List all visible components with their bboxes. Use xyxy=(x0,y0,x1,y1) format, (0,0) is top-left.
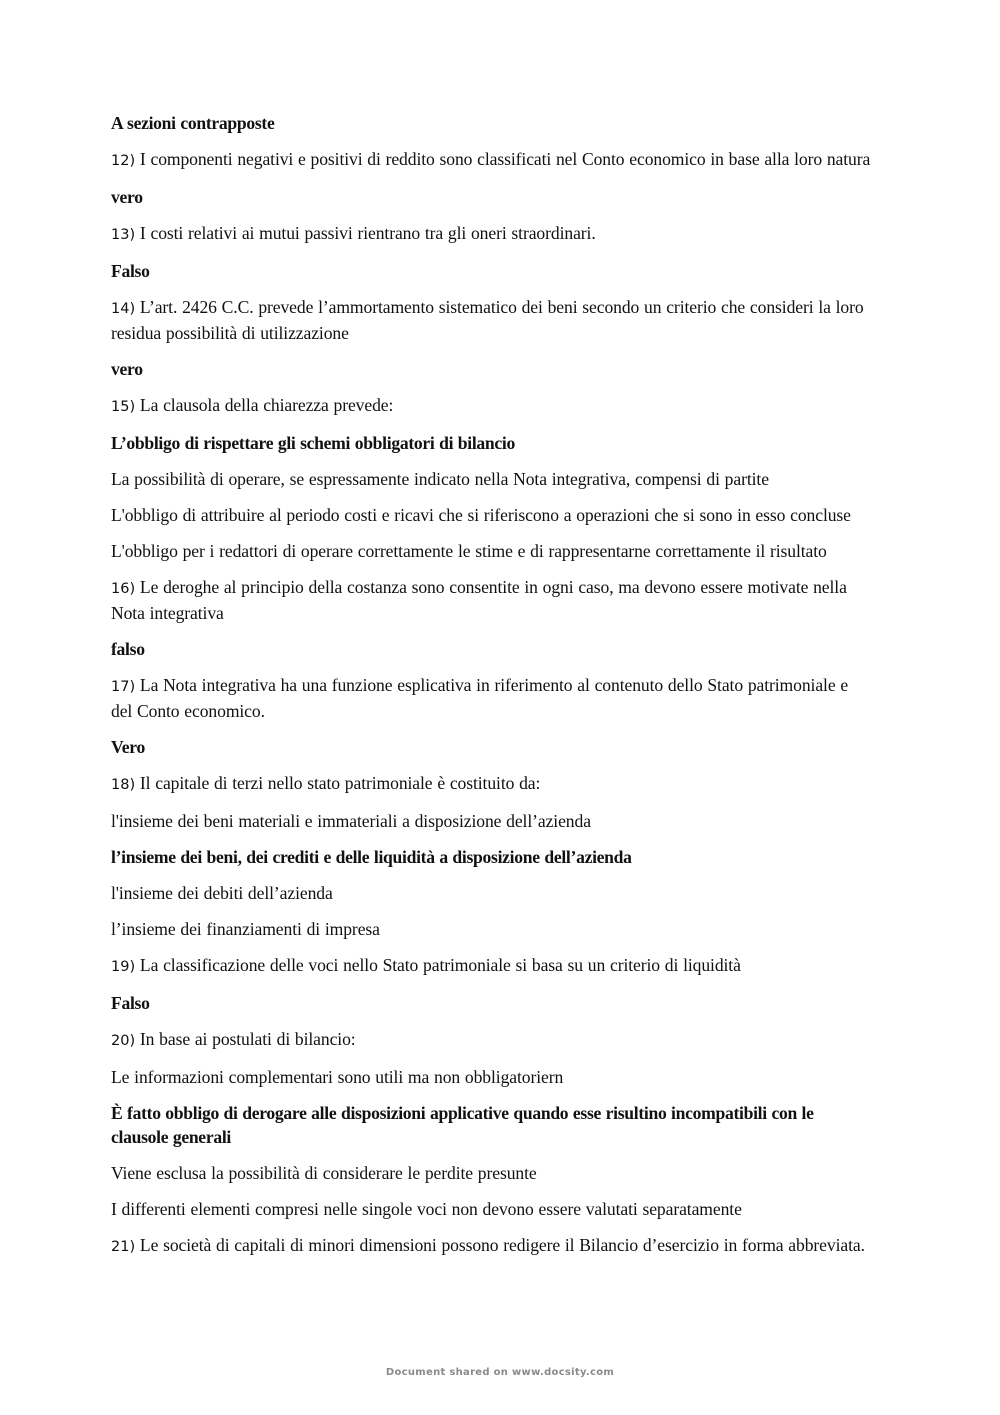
question-number: 16) xyxy=(111,581,136,597)
line-text: vero xyxy=(111,359,143,379)
answer-line xyxy=(111,1101,871,1149)
answer-line xyxy=(111,431,871,455)
question-line xyxy=(111,953,871,979)
line-text: L’obbligo di rispettare gli schemi obbligatori di bilancio xyxy=(111,433,515,453)
option-line xyxy=(111,1065,871,1089)
question-number: 13) xyxy=(111,227,136,243)
line-text: La clausola della chiarezza prevede: xyxy=(139,395,394,415)
line-text: l'insieme dei debiti dell’azienda xyxy=(111,883,333,903)
answer-line xyxy=(111,637,871,661)
answer-line xyxy=(111,357,871,381)
question-number: 21) xyxy=(111,1239,136,1255)
question-line xyxy=(111,393,871,419)
line-text: Le deroghe al principio della costanza sono consentite in ogni caso, ma devono essere motivate nella Nota integrativa xyxy=(111,577,847,623)
option-line xyxy=(111,809,871,833)
footer-watermark: Document shared on www.docsity.com xyxy=(385,1367,615,1378)
question-line xyxy=(111,771,871,797)
option-line xyxy=(111,1161,871,1185)
question-number: 14) xyxy=(111,301,136,317)
line-text: I costi relativi ai mutui passivi rientrano tra gli oneri straordinari. xyxy=(139,223,596,243)
option-line xyxy=(111,917,871,941)
line-text: È fatto obbligo di derogare alle disposizioni applicative quando esse risultino incompatibili con le clausole generali xyxy=(111,1103,814,1147)
question-number: 15) xyxy=(111,399,136,415)
line-text: A sezioni contrapposte xyxy=(111,113,275,133)
line-text: La classificazione delle voci nello Stato patrimoniale si basa su un criterio di liquidità xyxy=(139,955,741,975)
question-number: 18) xyxy=(111,777,136,793)
line-text: Il capitale di terzi nello stato patrimoniale è costituito da: xyxy=(139,773,541,793)
line-text: l’insieme dei beni, dei crediti e delle liquidità a disposizione dell’azienda xyxy=(111,847,632,867)
answer-line xyxy=(111,991,871,1015)
line-text: Le informazioni complementari sono utili ma non obbligatoriern xyxy=(111,1067,564,1087)
answer-line xyxy=(111,845,871,869)
line-text: falso xyxy=(111,639,145,659)
line-text: La Nota integrativa ha una funzione esplicativa in riferimento al contenuto dello Stato patrimoniale e del Conto economico. xyxy=(111,675,849,721)
document-body xyxy=(111,111,871,1271)
option-line xyxy=(111,881,871,905)
line-text: L'obbligo per i redattori di operare correttamente le stime e di rappresentarne correttamente il risultato xyxy=(111,541,827,561)
option-line xyxy=(111,467,871,491)
question-line xyxy=(111,295,871,345)
line-text: Le società di capitali di minori dimensioni possono redigere il Bilancio d’esercizio in forma abbreviata. xyxy=(139,1235,865,1255)
question-line xyxy=(111,673,871,723)
line-text: L’art. 2426 C.C. prevede l’ammortamento sistematico dei beni secondo un criterio che consideri la loro residua possibilità di utilizzazione xyxy=(111,297,864,343)
line-text: vero xyxy=(111,187,143,207)
question-line xyxy=(111,575,871,625)
option-line xyxy=(111,503,871,527)
option-line xyxy=(111,539,871,563)
question-number: 17) xyxy=(111,679,136,695)
question-line xyxy=(111,147,871,173)
line-text: l'insieme dei beni materiali e immateriali a disposizione dell’azienda xyxy=(111,811,591,831)
line-text: Viene esclusa la possibilità di considerare le perdite presunte xyxy=(111,1163,537,1183)
answer-line xyxy=(111,111,871,135)
line-text: Vero xyxy=(111,737,145,757)
question-number: 12) xyxy=(111,153,136,169)
question-line xyxy=(111,1233,871,1259)
question-number: 20) xyxy=(111,1033,136,1049)
question-line xyxy=(111,1027,871,1053)
line-text: l’insieme dei finanziamenti di impresa xyxy=(111,919,380,939)
line-text: Falso xyxy=(111,261,150,281)
line-text: I differenti elementi compresi nelle singole voci non devono essere valutati separatamente xyxy=(111,1199,742,1219)
answer-line xyxy=(111,735,871,759)
answer-line xyxy=(111,259,871,283)
line-text: Falso xyxy=(111,993,150,1013)
question-line xyxy=(111,221,871,247)
answer-line xyxy=(111,185,871,209)
option-line xyxy=(111,1197,871,1221)
line-text: L'obbligo di attribuire al periodo costi e ricavi che si riferiscono a operazioni che si sono in esso concluse xyxy=(111,505,851,525)
line-text: La possibilità di operare, se espressamente indicato nella Nota integrativa, compensi di partite xyxy=(111,469,769,489)
question-number: 19) xyxy=(111,959,136,975)
line-text: In base ai postulati di bilancio: xyxy=(139,1029,356,1049)
line-text: I componenti negativi e positivi di reddito sono classificati nel Conto economico in base alla loro natura xyxy=(139,149,871,169)
